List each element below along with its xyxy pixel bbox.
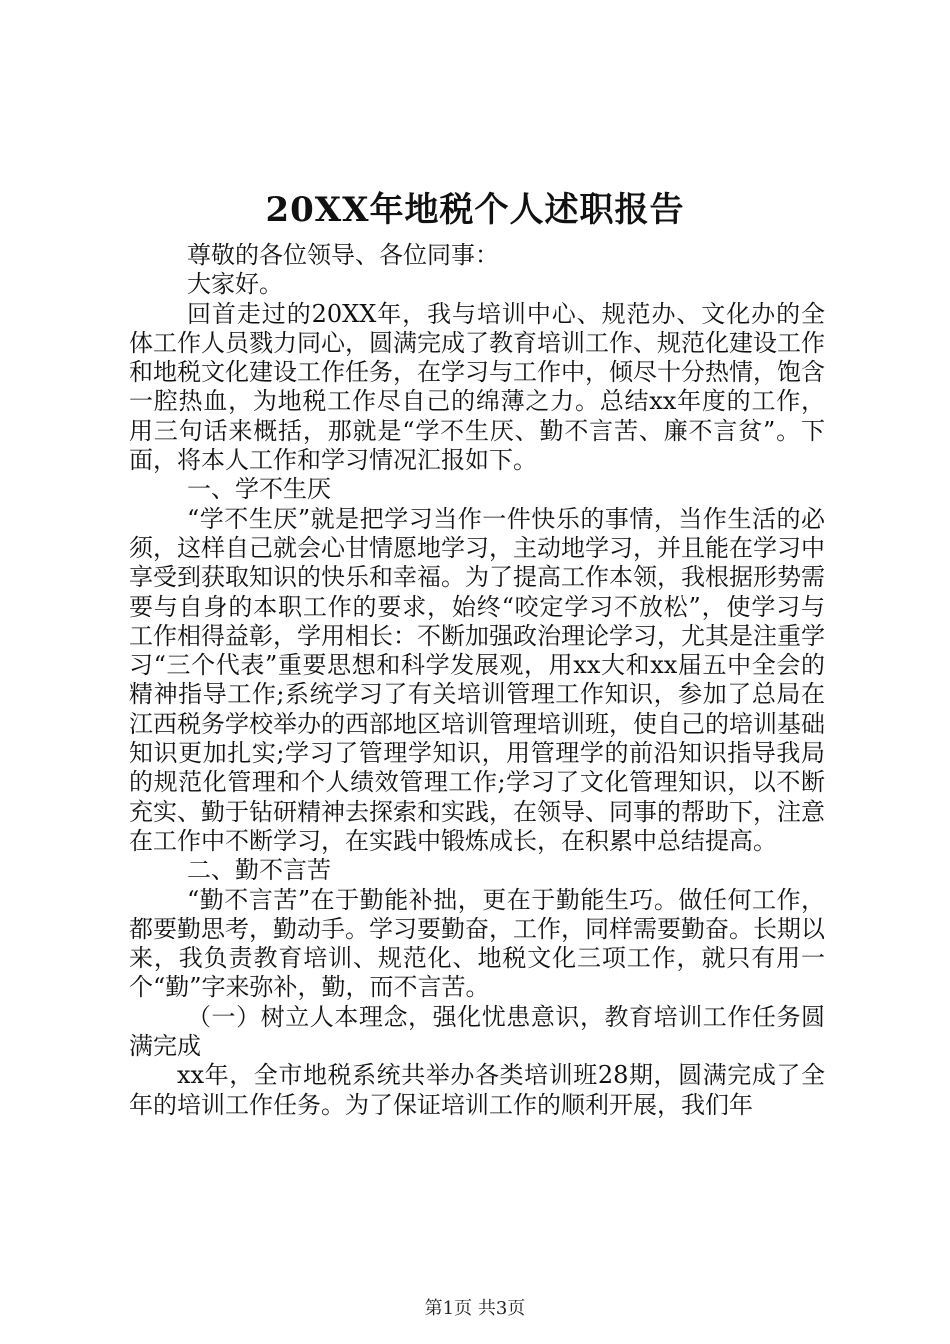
salutation-paragraph: 尊敬的各位领导、各位同事： xyxy=(187,241,499,269)
document-title: 20XX年地税个人述职报告 xyxy=(265,190,685,230)
page-footer: 第1页 共3页 xyxy=(424,1298,526,1319)
subsection-paragraph-1: xx年，全市地税系统共举办各类培训班28期，圆满完成了全年的培训工作任务。为了保证培训工作的顺利开展，我们年 xyxy=(129,1061,825,1119)
section-heading-1: 一、学不生厌 xyxy=(187,475,331,504)
intro-paragraph: 回首走过的20XX年，我与培训中心、规范办、文化办的全体工作人员戮力同心，圆满完成了教育培训工作、规范化建设工作和地税文化建设工作任务，在学习与工作中，倾尽十分热情，饱含一腔热血，为地税工作尽自己的绵薄之力。总结xx年度的工作，用三句话来概括，那就是“学不生厌、勤不言苦、廉不言贫”。下面，将本人工作和学习情况汇报如下。 xyxy=(129,299,825,475)
subsection-heading-1: （一）树立人本理念，强化忧患意识，教育培训工作任务圆满完成 xyxy=(129,1002,825,1061)
document-body xyxy=(129,241,825,1120)
section-paragraph-1: “学不生厌”就是把学习当作一件快乐的事情，当作生活的必须，这样自己就会心甘情愿地学习，主动地学习，并且能在学习中享受到获取知识的快乐和幸福。为了提高工作本领，我根据形势需要与自身的本职工作的要求，始终“咬定学习不放松”，使学习与工作相得益彰，学用相长：不断加强政治理论学习，尤其是注重学习“三个代表”重要思想和科学发展观，用xx大和xx届五中全会的精神指导工作;系统学习了有关培训管理工作知识，参加了总局在江西税务学校举办的西部地区培训管理培训班，使自己的培训基础知识更加扎实;学习了管理学知识，用管理学的前沿知识指导我局的规范化管理和个人绩效管理工作;学习了文化管理知识，以不断充实、勤于钻研精神去探索和实践，在领导、同事的帮助下，注意在工作中不断学习，在实践中锻炼成长，在积累中总结提高。 xyxy=(129,504,825,855)
section-paragraph-2: “勤不言苦”在于勤能补拙，更在于勤能生巧。做任何工作，都要勤思考，勤动手。学习要勤奋，工作，同样需要勤奋。长期以来，我负责教育培训、规范化、地税文化三项工作，就只有用一个“勤”字来弥补，勤，而不言苦。 xyxy=(129,885,825,1002)
greeting-paragraph: 大家好。 xyxy=(187,270,283,299)
section-heading-2: 二、勤不言苦 xyxy=(187,856,331,885)
